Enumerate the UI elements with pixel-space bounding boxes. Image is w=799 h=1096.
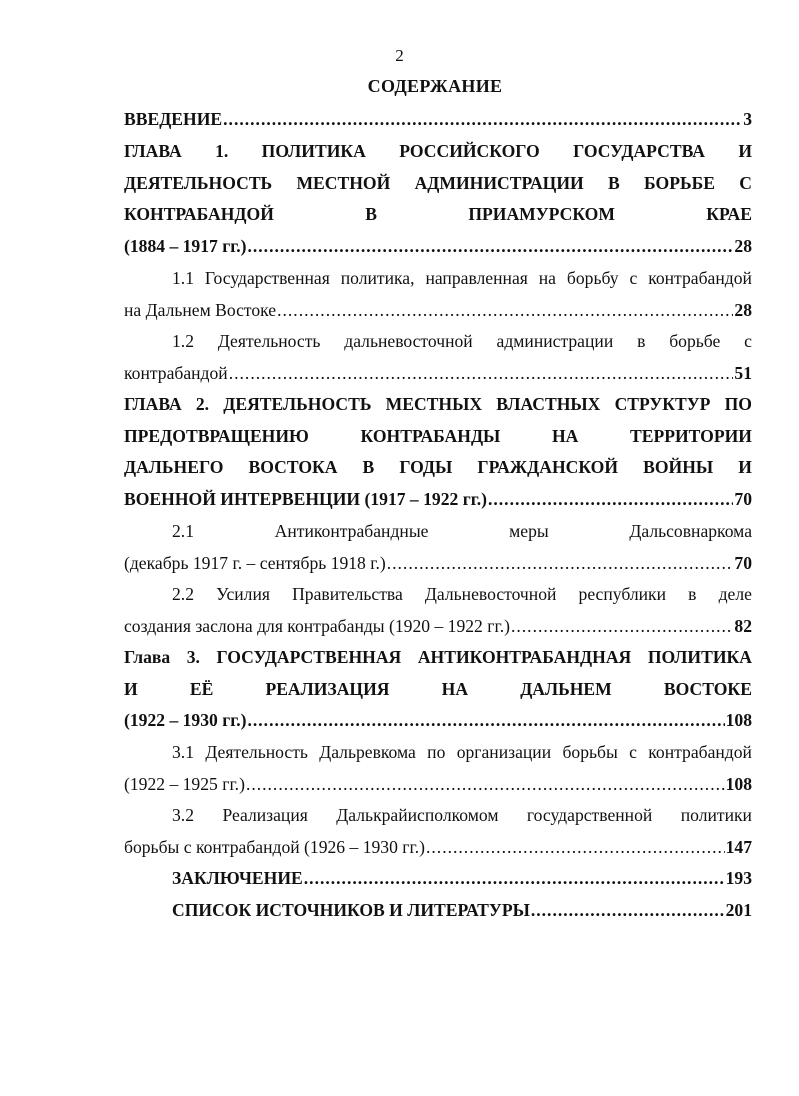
toc-entry-chapter-3[interactable]: [124, 642, 752, 737]
word: ТЕРРИТОРИИ: [630, 425, 752, 446]
word: республики: [578, 584, 667, 604]
page-ref: 108: [725, 710, 752, 731]
word: ВОСТОКА: [248, 457, 338, 478]
entry-title-line: [124, 389, 752, 421]
dot-leader: [229, 358, 734, 390]
word: ВОЙНЫ: [643, 457, 714, 478]
word: деле: [718, 584, 752, 604]
word: Дальсовнаркома: [629, 521, 752, 541]
word: ПОЛИТИКА: [261, 141, 366, 161]
word: Дальревкома: [319, 742, 416, 762]
word: ПРИАМУРСКОМ: [468, 204, 615, 225]
word: ПО: [724, 394, 752, 414]
toc-entry-section-2-1[interactable]: [124, 516, 752, 579]
word: контрабандой: [648, 268, 752, 288]
entry-title-line: [124, 199, 752, 231]
entry-title-line: [124, 263, 752, 295]
entry-title-last: (1922 – 1930 гг.): [124, 710, 247, 731]
word: КОНТРАБАНДОЙ: [124, 204, 274, 225]
word: организации: [456, 742, 552, 762]
entry-title-last: создания заслона для контрабанды (1920 – 1922 гг.): [124, 615, 510, 636]
toc-entry-section-1-2[interactable]: [124, 326, 752, 389]
word: по: [427, 742, 446, 762]
entry-title-last: (1884 – 1917 гг.): [124, 235, 247, 256]
toc-entry-section-3-2[interactable]: [124, 800, 752, 863]
word: ГЛАВА: [124, 141, 182, 161]
word: Антиконтрабандные: [274, 521, 429, 541]
word: С: [739, 172, 752, 193]
word: МЕСТНОЙ: [296, 172, 391, 193]
toc-entry-introduction[interactable]: [124, 104, 752, 136]
word: контрабандой: [648, 742, 752, 762]
word: направленная: [425, 268, 528, 288]
word: 3.2: [172, 805, 194, 825]
toc-entry-chapter-1[interactable]: [124, 136, 752, 262]
word: КОНТРАБАНДЫ: [360, 425, 501, 446]
entry-title-line: [124, 642, 752, 674]
word: борьбе: [669, 331, 721, 351]
word: с: [629, 268, 638, 288]
dot-leader: [488, 484, 733, 516]
word: И: [738, 141, 752, 161]
page-ref: 51: [734, 362, 752, 383]
entry-title-line: [124, 421, 752, 453]
word: ПРЕДОТВРАЩЕНИЮ: [124, 425, 309, 446]
word: 2.1: [172, 521, 194, 541]
word: ГОДЫ: [399, 457, 453, 478]
entry-title-line: [124, 674, 752, 706]
toc-entry-section-1-1[interactable]: [124, 263, 752, 326]
word: АНТИКОНТРАБАНДНАЯ: [417, 647, 632, 667]
word: ДЕЯТЕЛЬНОСТЬ: [223, 394, 372, 414]
entry-title-line: [124, 516, 752, 548]
entry-title: СПИСОК ИСТОЧНИКОВ И ЛИТЕРАТУРЫ: [172, 900, 530, 920]
dot-leader: [247, 231, 733, 263]
toc-entry-section-2-2[interactable]: [124, 579, 752, 642]
page-ref: 70: [734, 488, 752, 509]
page-ref: 28: [734, 299, 752, 320]
word: Правительства: [292, 584, 403, 604]
page-ref: 82: [734, 615, 752, 636]
word: в: [688, 584, 697, 604]
page-ref: 147: [725, 836, 752, 857]
word: Деятельность: [205, 742, 308, 762]
dot-leader: [511, 611, 733, 643]
dot-leader: [531, 895, 725, 927]
entry-title: ЗАКЛЮЧЕНИЕ: [172, 868, 303, 888]
entry-title-last: борьбы с контрабандой (1926 – 1930 гг.): [124, 836, 425, 857]
word: Далькрайисполкомом: [336, 805, 499, 825]
word: на: [538, 268, 556, 288]
word: Усилия: [216, 584, 270, 604]
word: дальневосточной: [344, 331, 473, 351]
word: ЕЁ: [189, 678, 214, 699]
word: политика,: [340, 268, 415, 288]
word: Деятельность: [217, 331, 321, 351]
word: ПОЛИТИКА: [647, 647, 752, 667]
toc-entry-section-3-1[interactable]: [124, 737, 752, 800]
page-ref: 28: [734, 235, 752, 256]
dot-leader: [387, 548, 734, 580]
word: В: [365, 204, 377, 225]
page-ref: 70: [734, 552, 752, 573]
word: НА: [551, 425, 579, 446]
word: БОРЬБЕ: [644, 172, 715, 193]
entry-title-line: [124, 452, 752, 484]
word: АДМИНИСТРАЦИИ: [414, 172, 584, 193]
word: ГЛАВА: [124, 394, 182, 414]
toc-entry-chapter-2[interactable]: [124, 389, 752, 515]
word: в: [637, 331, 646, 351]
word: 1.1: [172, 268, 194, 288]
page-ref: 108: [725, 773, 752, 794]
word: РЕАЛИЗАЦИЯ: [265, 678, 390, 699]
word: Дальневосточной: [424, 584, 557, 604]
word: НА: [441, 678, 469, 699]
word: Реализация: [222, 805, 308, 825]
word: Государственная: [204, 268, 330, 288]
page-ref: 201: [725, 900, 752, 920]
entry-title-line: [124, 136, 752, 168]
word: 2.: [195, 394, 210, 414]
word: ДАЛЬНЕМ: [520, 678, 612, 699]
word: борьбы: [562, 742, 618, 762]
word: администрации: [496, 331, 614, 351]
dot-leader: [426, 832, 725, 864]
word: ВОСТОКЕ: [663, 678, 752, 699]
word: И: [738, 457, 752, 478]
dot-leader: [304, 863, 725, 895]
page-number: 2: [395, 46, 404, 65]
entry-title-line: [124, 579, 752, 611]
entry-title-line: [124, 737, 752, 769]
page-ref: 3: [743, 109, 752, 129]
page-title: СОДЕРЖАНИЕ: [367, 76, 503, 96]
entry-title-last: (1922 – 1925 гг.): [124, 773, 245, 794]
word: ГОСУДАРСТВА: [573, 141, 705, 161]
dot-leader: [246, 769, 725, 801]
word: государственной: [526, 805, 653, 825]
word: КРАЕ: [706, 204, 752, 225]
word: В: [608, 172, 620, 193]
entry-title-last: (декабрь 1917 г. – сентябрь 1918 г.): [124, 552, 386, 573]
entry-title: ВВЕДЕНИЕ: [124, 109, 223, 129]
toc-entry-sources[interactable]: [124, 895, 752, 927]
word: политики: [680, 805, 752, 825]
dot-leader: [223, 104, 742, 136]
word: ГРАЖДАНСКОЙ: [477, 457, 619, 478]
word: борьбу: [566, 268, 619, 288]
word: с: [629, 742, 637, 762]
word: ДАЛЬНЕГО: [124, 457, 224, 478]
word: 1.: [215, 141, 229, 161]
word: СТРУКТУР: [614, 394, 711, 414]
word: Глава: [124, 647, 171, 667]
toc-entry-conclusion[interactable]: [124, 863, 752, 895]
entry-title-last: ВОЕННОЙ ИНТЕРВЕНЦИИ (1917 – 1922 гг.): [124, 488, 487, 509]
word: ВЛАСТНЫХ: [496, 394, 601, 414]
dot-leader: [247, 705, 724, 737]
page-ref: 193: [725, 868, 752, 888]
word: ДЕЯТЕЛЬНОСТЬ: [124, 172, 273, 193]
entry-title-line: [124, 326, 752, 358]
entry-title-line: [124, 800, 752, 832]
entry-title-line: [124, 168, 752, 200]
word: И: [124, 678, 138, 699]
word: ГОСУДАРСТВЕННАЯ: [216, 647, 402, 667]
dot-leader: [277, 295, 733, 327]
word: РОССИЙСКОГО: [399, 141, 540, 161]
word: 2.2: [172, 584, 194, 604]
entry-title-last: на Дальнем Востоке: [124, 299, 277, 320]
word: с: [744, 331, 752, 351]
word: В: [362, 457, 375, 478]
word: меры: [509, 521, 549, 541]
entry-title-last: контрабандой: [124, 362, 228, 383]
word: 3.1: [172, 742, 194, 762]
word: 3.: [186, 647, 200, 667]
word: МЕСТНЫХ: [385, 394, 483, 414]
word: 1.2: [172, 331, 194, 351]
